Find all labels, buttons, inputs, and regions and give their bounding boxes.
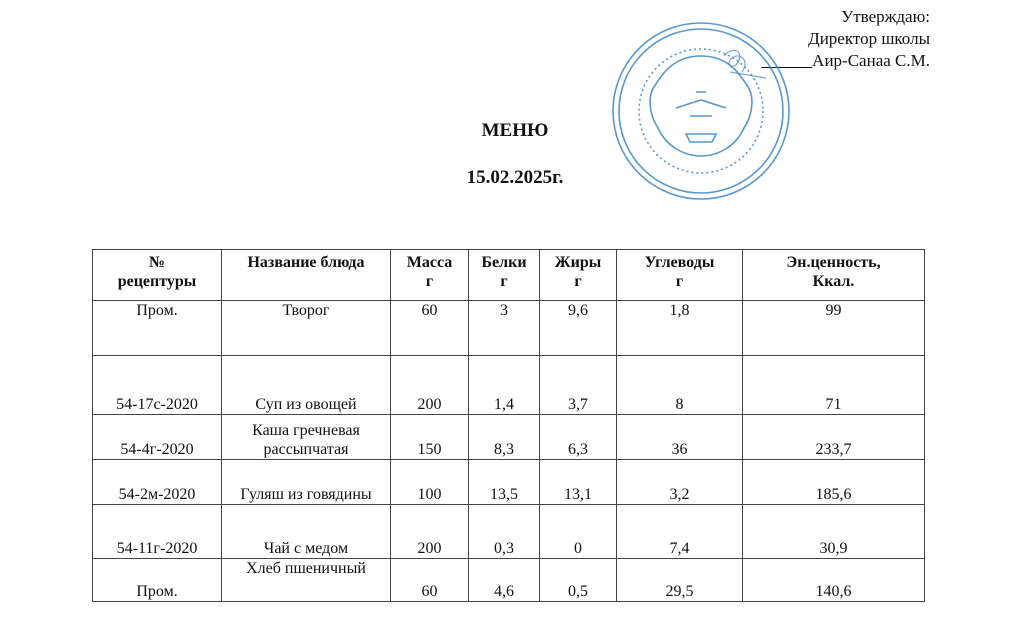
header-protein: Белки г xyxy=(469,250,540,301)
cell-code: Пром. xyxy=(93,559,222,602)
cell-name: Суп из овощей xyxy=(222,356,391,415)
approval-title: Утверждаю: xyxy=(841,7,930,26)
school-seal-icon xyxy=(606,16,796,206)
cell-mass: 200 xyxy=(391,505,469,559)
cell-protein: 1,4 xyxy=(469,356,540,415)
table-row xyxy=(93,559,925,602)
cell-carbs: 1,8 xyxy=(617,301,743,356)
cell-fat: 6,3 xyxy=(540,415,617,460)
cell-mass: 150 xyxy=(391,415,469,460)
cell-name: Гуляш из говядины xyxy=(222,460,391,505)
menu-date: 15.02.2025г. xyxy=(466,167,564,188)
header-fat: Жиры г xyxy=(540,250,617,301)
cell-fat: 9,6 xyxy=(540,301,617,356)
cell-protein: 13,5 xyxy=(469,460,540,505)
cell-name: Творог xyxy=(222,301,391,356)
page-title: МЕНЮ xyxy=(481,120,549,141)
header-dish-name: Название блюда xyxy=(222,250,391,301)
cell-fat: 13,1 xyxy=(540,460,617,505)
table-row xyxy=(93,460,925,505)
header-mass: Масса г xyxy=(391,250,469,301)
approval-position: Директор школы xyxy=(808,29,930,48)
cell-kcal: 185,6 xyxy=(743,460,925,505)
cell-code: 54-4г-2020 xyxy=(93,415,222,460)
header-energy: Эн.ценность, Ккал. xyxy=(743,250,925,301)
cell-name: Чай с медом xyxy=(222,505,391,559)
cell-name: Хлеб пшеничный xyxy=(222,559,391,602)
cell-carbs: 29,5 xyxy=(617,559,743,602)
cell-kcal: 71 xyxy=(743,356,925,415)
cell-code: 54-2м-2020 xyxy=(93,460,222,505)
table-row xyxy=(93,301,925,356)
cell-protein: 3 xyxy=(469,301,540,356)
cell-protein: 8,3 xyxy=(469,415,540,460)
header-carbs: Углеводы г xyxy=(617,250,743,301)
cell-kcal: 233,7 xyxy=(743,415,925,460)
cell-protein: 4,6 xyxy=(469,559,540,602)
cell-kcal: 140,6 xyxy=(743,559,925,602)
cell-fat: 0,5 xyxy=(540,559,617,602)
cell-code: Пром. xyxy=(93,301,222,356)
cell-kcal: 30,9 xyxy=(743,505,925,559)
approval-signatory: ______Аир-Санаа С.М. xyxy=(761,51,930,70)
cell-kcal: 99 xyxy=(743,301,925,356)
cell-mass: 60 xyxy=(391,559,469,602)
table-row xyxy=(93,356,925,415)
cell-protein: 0,3 xyxy=(469,505,540,559)
cell-code: 54-17с-2020 xyxy=(93,356,222,415)
cell-mass: 60 xyxy=(391,301,469,356)
cell-fat: 0 xyxy=(540,505,617,559)
approval-name: Аир-Санаа С.М. xyxy=(812,51,930,70)
table-row xyxy=(93,415,925,460)
cell-name: Каша гречневая рассыпчатая xyxy=(222,415,391,460)
cell-carbs: 36 xyxy=(617,415,743,460)
cell-carbs: 3,2 xyxy=(617,460,743,505)
cell-carbs: 7,4 xyxy=(617,505,743,559)
table-header-row xyxy=(93,250,925,301)
table-row xyxy=(93,505,925,559)
cell-mass: 200 xyxy=(391,356,469,415)
cell-code: 54-11г-2020 xyxy=(93,505,222,559)
header-recipe-number: № рецептуры xyxy=(93,250,222,301)
cell-fat: 3,7 xyxy=(540,356,617,415)
cell-mass: 100 xyxy=(391,460,469,505)
menu-table xyxy=(92,249,925,602)
cell-carbs: 8 xyxy=(617,356,743,415)
